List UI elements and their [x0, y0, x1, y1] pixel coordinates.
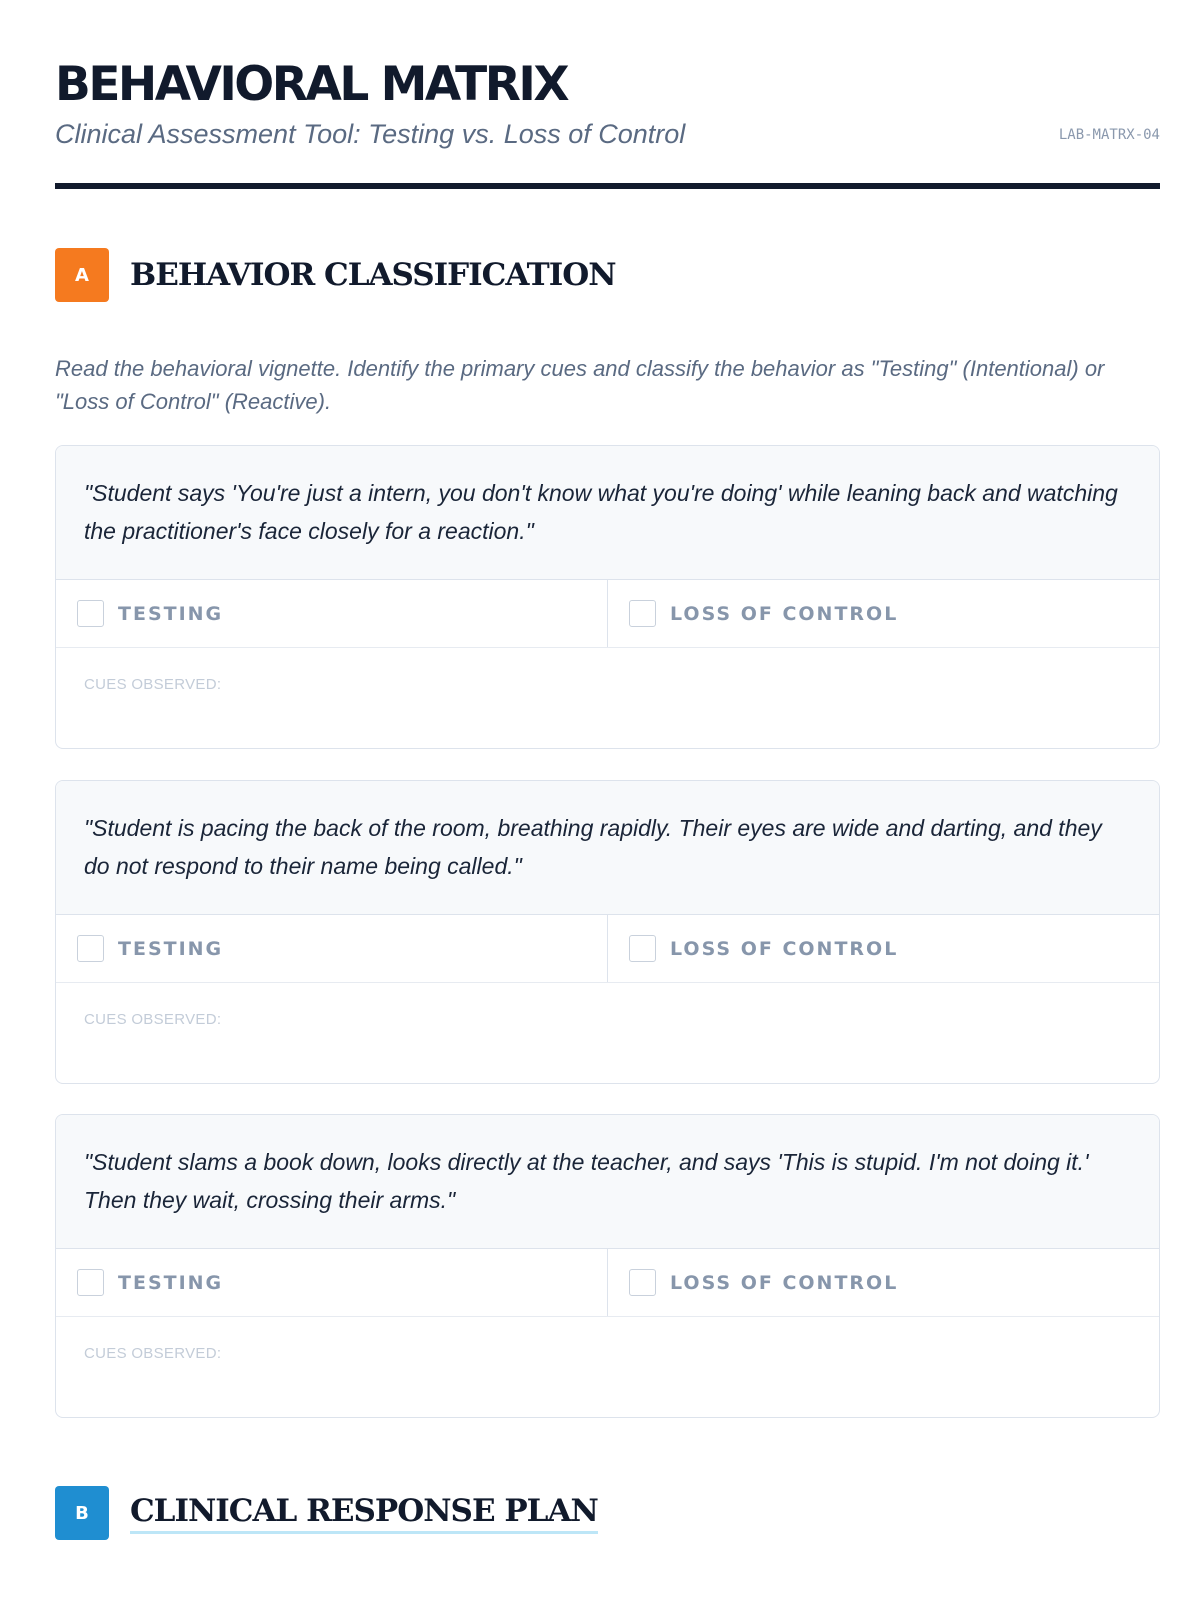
loss-of-control-label: LOSS OF CONTROL [670, 1271, 899, 1294]
section-a-instructions: Read the behavioral vignette. Identify the primary cues and classify the behavior as "Testing" (Intentional) or "Loss of Control" (Reactive). [55, 356, 1105, 414]
vignette-card-3 [55, 1114, 1160, 1418]
classification-options [56, 915, 1159, 983]
vignette-text: "Student is pacing the back of the room, breathing rapidly. Their eyes are wide and darting, and they do not respond to their name being called." [56, 781, 1159, 915]
section-a-header [55, 248, 616, 302]
section-b-badge: B [55, 1486, 109, 1540]
testing-checkbox[interactable] [77, 935, 104, 962]
option-testing[interactable] [56, 915, 607, 982]
vignette-text: "Student slams a book down, looks directly at the teacher, and says 'This is stupid. I'm not doing it.' Then they wait, crossing their arms." [56, 1115, 1159, 1249]
section-b-title: CLINICAL RESPONSE PLAN [130, 1493, 598, 1534]
vignette-card-2 [55, 780, 1160, 1084]
option-testing[interactable] [56, 1249, 607, 1316]
testing-checkbox[interactable] [77, 1269, 104, 1296]
cues-observed-field[interactable] [56, 983, 1159, 1083]
loss-of-control-checkbox[interactable] [629, 1269, 656, 1296]
worksheet-page [55, 0, 1160, 1600]
section-b-header [55, 1486, 598, 1540]
option-testing[interactable] [56, 580, 607, 647]
testing-label: TESTING [118, 1271, 224, 1294]
loss-of-control-checkbox[interactable] [629, 935, 656, 962]
classification-options [56, 580, 1159, 648]
cues-observed-field[interactable] [56, 1317, 1159, 1417]
cues-observed-field[interactable] [56, 648, 1159, 748]
vignette-text: "Student says 'You're just a intern, you don't know what you're doing' while leaning back and watching the practitioner's face closely for a reaction." [56, 446, 1159, 580]
vignette-card-1 [55, 445, 1160, 749]
classification-options [56, 1249, 1159, 1317]
loss-of-control-label: LOSS OF CONTROL [670, 937, 899, 960]
section-a-title: BEHAVIOR CLASSIFICATION [130, 257, 616, 293]
document-code: LAB-MATRX-04 [1058, 127, 1160, 143]
page-title: BEHAVIORAL MATRIX [55, 57, 568, 112]
option-loss-of-control[interactable] [607, 915, 1159, 982]
cues-observed-label: CUES OBSERVED: [84, 676, 222, 693]
page-subtitle: Clinical Assessment Tool: Testing vs. Loss of Control [55, 119, 686, 149]
header-divider [55, 183, 1160, 189]
loss-of-control-label: LOSS OF CONTROL [670, 602, 899, 625]
loss-of-control-checkbox[interactable] [629, 600, 656, 627]
testing-checkbox[interactable] [77, 600, 104, 627]
testing-label: TESTING [118, 937, 224, 960]
section-a-badge: A [55, 248, 109, 302]
cues-observed-label: CUES OBSERVED: [84, 1011, 222, 1028]
testing-label: TESTING [118, 602, 224, 625]
page-header [55, 55, 1160, 151]
option-loss-of-control[interactable] [607, 1249, 1159, 1316]
cues-observed-label: CUES OBSERVED: [84, 1345, 222, 1362]
option-loss-of-control[interactable] [607, 580, 1159, 647]
